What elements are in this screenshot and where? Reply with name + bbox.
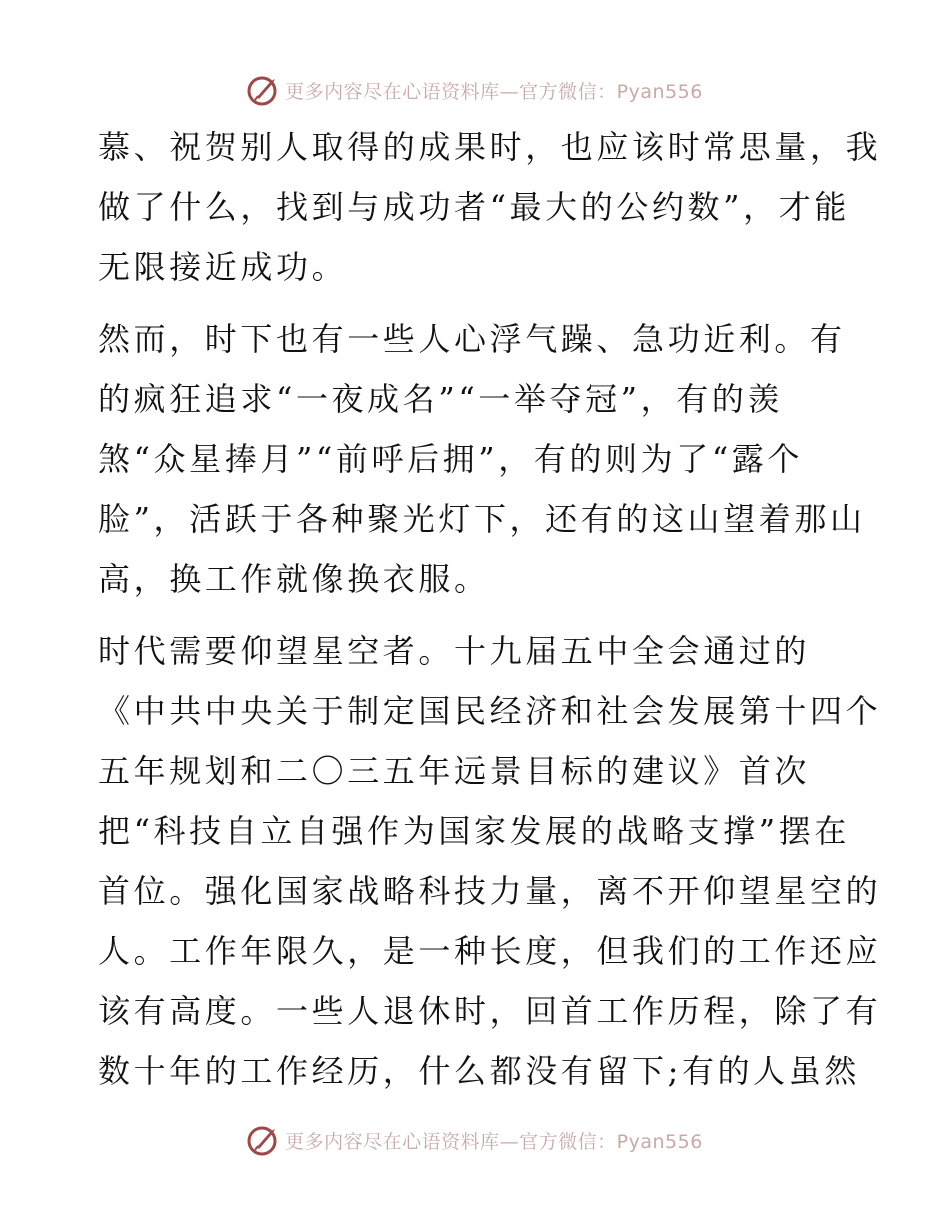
footer-banner [0, 1122, 950, 1158]
banner-text: 更多内容尽在心语资料库—官方微信：Pyan556 [285, 1130, 703, 1153]
text-line: 脸”，活跃于各种聚光灯下，还有的这山望着那山 [98, 500, 866, 538]
text-line: 《中共中央关于制定国民经济和社会发展第十四个 [98, 692, 882, 730]
document-body [98, 124, 882, 1108]
text-line: 五年规划和二〇三五年远景目标的建议》首次 [98, 752, 811, 790]
text-line: 慕、祝贺别人取得的成果时，也应该时常思量，我 [98, 128, 882, 166]
banner-text: 更多内容尽在心语资料库—官方微信：Pyan556 [285, 80, 703, 103]
text-line: 该有高度。一些人退休时，回首工作历程，除了有 [98, 992, 882, 1030]
text-line: 时代需要仰望星空者。十九届五中全会通过的 [98, 632, 811, 670]
text-line: 把“科技自立自强作为国家发展的战略支撑”摆在 [98, 812, 850, 850]
paragraph [98, 124, 882, 304]
text-line: 高，换工作就像换衣服。 [98, 560, 490, 598]
header-banner [0, 72, 950, 108]
paragraph [98, 316, 866, 616]
text-line: 然而，时下也有一些人心浮气躁、急功近利。有 [98, 320, 846, 358]
text-line: 的疯狂追求“一夜成名”“一举夺冠”，有的羡 [98, 380, 784, 418]
text-line: 数十年的工作经历，什么都没有留下;有的人虽然 [98, 1052, 860, 1090]
text-line: 煞“众星捧月”“前呼后拥”，有的则为了“露个 [98, 440, 803, 478]
paragraph [98, 628, 882, 1108]
pen-feather-logo-icon [247, 1123, 281, 1157]
text-line: 做了什么，找到与成功者“最大的公约数”，才能 [98, 188, 850, 226]
text-line: 人。工作年限久，是一种长度，但我们的工作还应 [98, 932, 882, 970]
text-line: 无限接近成功。 [98, 248, 348, 286]
pen-feather-logo-icon [247, 73, 281, 107]
text-line: 首位。强化国家战略科技力量，离不开仰望星空的 [98, 872, 882, 910]
